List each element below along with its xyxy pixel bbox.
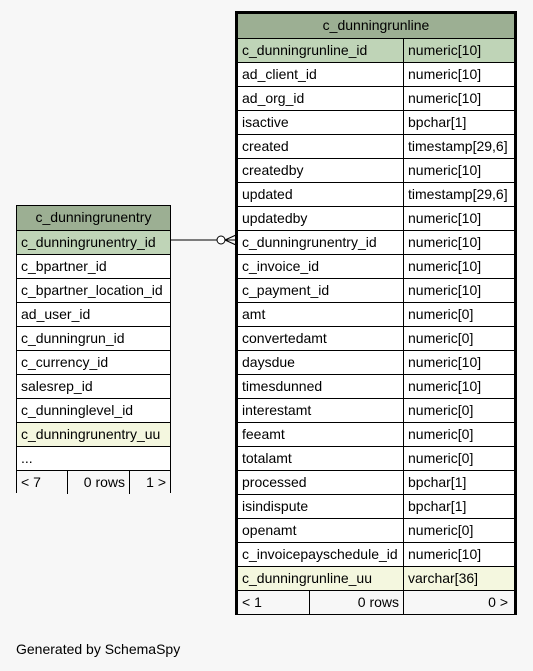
zero-many-circle-marker xyxy=(217,236,225,244)
column-name: daysdue xyxy=(238,351,404,374)
table-name[interactable]: c_dunningrunentry xyxy=(35,209,152,225)
column-type: numeric[10] xyxy=(408,354,482,370)
column-type: numeric[0] xyxy=(408,330,474,346)
column-name: feeamt xyxy=(238,423,404,446)
column-type: numeric[0] xyxy=(408,450,474,466)
crowfoot-lower-line xyxy=(225,240,236,245)
column-name: processed xyxy=(238,471,404,494)
column-type: numeric[0] xyxy=(408,306,474,322)
column-name: c_bpartner_id xyxy=(21,258,107,274)
column-type: numeric[10] xyxy=(408,162,482,178)
column-name: c_dunningrunline_id xyxy=(238,39,404,62)
column-name: openamt xyxy=(238,519,404,542)
column-name: c_bpartner_location_id xyxy=(21,282,163,298)
row-count: 0 rows xyxy=(68,471,130,494)
column-name: c_dunningrunentry_uu xyxy=(21,426,161,442)
column-name: convertedamt xyxy=(238,327,404,350)
column-type: numeric[10] xyxy=(408,234,482,250)
column-name: c_dunningrun_id xyxy=(21,330,125,346)
crowfoot-upper-line xyxy=(225,235,236,240)
parents-count-link[interactable]: < 1 xyxy=(238,591,310,614)
column-type: bpchar[1] xyxy=(408,114,467,130)
column-name: salesrep_id xyxy=(21,378,93,394)
column-name: c_dunningrunentry_id xyxy=(21,234,156,250)
column-name: createdby xyxy=(238,159,404,182)
column-type: numeric[0] xyxy=(408,522,474,538)
parents-count-link[interactable]: < 7 xyxy=(17,471,68,494)
column-name: amt xyxy=(238,303,404,326)
column-type: numeric[10] xyxy=(408,378,482,394)
column-name: c_payment_id xyxy=(238,279,404,302)
column-type: varchar[36] xyxy=(408,570,479,586)
column-name: c_dunningrunentry_id xyxy=(238,231,404,254)
column-type: numeric[10] xyxy=(408,42,482,58)
column-name: isactive xyxy=(238,111,404,134)
column-name: ad_client_id xyxy=(238,63,404,86)
column-type: numeric[10] xyxy=(408,210,482,226)
column-type: bpchar[1] xyxy=(408,498,467,514)
row-count: 0 rows xyxy=(310,591,404,614)
column-type: numeric[0] xyxy=(408,426,474,442)
column-type: timestamp[29,6] xyxy=(408,138,508,154)
column-type: numeric[10] xyxy=(408,66,482,82)
column-name: ad_org_id xyxy=(238,87,404,110)
column-type: bpchar[1] xyxy=(408,474,467,490)
children-count-link[interactable]: 0 > xyxy=(488,594,508,610)
children-count-link[interactable]: 1 > xyxy=(146,474,166,490)
column-name: c_currency_id xyxy=(21,354,109,370)
column-type: numeric[10] xyxy=(408,282,482,298)
column-name: updated xyxy=(238,183,404,206)
column-name: updatedby xyxy=(238,207,404,230)
column-type: numeric[10] xyxy=(408,546,482,562)
column-name: c_invoice_id xyxy=(238,255,404,278)
generated-by-label: Generated by SchemaSpy xyxy=(16,641,181,657)
table-name[interactable]: c_dunningrunline xyxy=(322,17,430,33)
column-name: created xyxy=(238,135,404,158)
column-name: c_dunningrunline_uu xyxy=(238,567,404,590)
column-name: c_dunninglevel_id xyxy=(21,402,134,418)
column-type: timestamp[29,6] xyxy=(408,186,508,202)
column-type: numeric[10] xyxy=(408,258,482,274)
column-type: numeric[0] xyxy=(408,402,474,418)
column-name: timesdunned xyxy=(238,375,404,398)
column-name: isindispute xyxy=(238,495,404,518)
column-type: numeric[10] xyxy=(408,90,482,106)
column-name: ad_user_id xyxy=(21,306,91,322)
column-name: totalamt xyxy=(238,447,404,470)
column-name: c_invoicepayschedule_id xyxy=(238,543,404,566)
column-name: ... xyxy=(21,450,33,466)
column-name: interestamt xyxy=(238,399,404,422)
